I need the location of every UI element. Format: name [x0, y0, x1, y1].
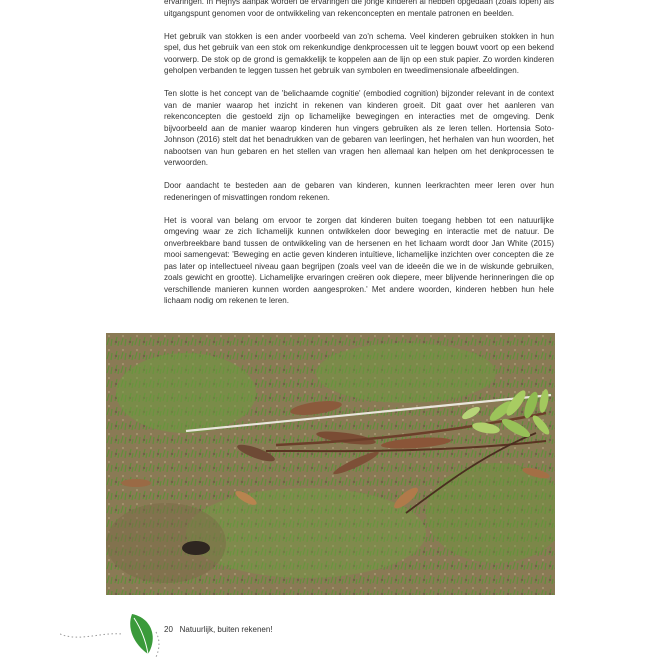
page-number: 20	[164, 625, 173, 634]
paragraph-2: Het gebruik van stokken is een ander voorbeeld van zo'n schema. Veel kinderen gebruiken stokken in hun spel, dus het gebruik van een stok om rekenkundige denkprocessen uit te leggen bouwt voort op een bekend voorwerp. De stok op de grond is gemakkelijk te koppelen aan de lijn op een stuk papier. Zo worden kinderen geholpen verbanden te leggen tussen het gebruik van symbolen en tweedimensionale afbeeldingen.	[164, 31, 554, 75]
body-text	[164, 0, 554, 318]
paragraph-4: Door aandacht te besteden aan de gebaren van kinderen, kunnen leerkrachten meer leren over hun redeneringen of misvattingen rondom rekenen.	[164, 181, 554, 202]
paragraph-3: Ten slotte is het concept van de 'belichaamde cognitie' (embodied cognition) bijzonder relevant in de context van de manier waarop het inzicht in rekenen van kinderen groeit. Dit gaat over het aanleren van rekenconcepten die gestoeld zijn op lichamelijke bewegingen en interacties met de omgeving. Denk bijvoorbeeld aan de manier waarop kinderen hun vingers gebruiken als ze leren tellen. Hortensia Soto-Johnson (2016) stelt dat het benadrukken van de gebaren van leerlingen, het herhalen van hun woorden, het nabootsen van hun gebaren en het stellen van vragen hen allemaal kan helpen om het denkprocessen te verwoorden.	[164, 89, 554, 167]
leaf-decoration-icon	[60, 612, 170, 662]
footer-label	[164, 625, 273, 634]
paragraph-1: ervaringen. In Hejnýs aanpak worden de ervaringen die jonge kinderen al hebben opgedaan (zoals lopen) als uitgangspunt genomen voor de ontwikkeling van rekenconcepten en mentale patronen en beelden.	[164, 0, 554, 18]
paragraph-5: Het is vooral van belang om ervoor te zorgen dat kinderen buiten toegang hebben tot een natuurlijke omgeving waar ze zich lichamelijk kunnen ontwikkelen door beweging en interactie met de natuur. De onverbreekbare band tussen de ontwikkeling van de hersenen en het lichaam wordt door Jan White (2015) mooi samengevat: 'Beweging en actie geven kinderen intuïtieve, lichamelijke inzichten over concepten die ze pas later op intellectueel niveau gaan begrijpen (zoals veel van de ideeën die we in de wiskunde gebruiken, zoals gewicht en grootte). Lichamelijke ervaringen creëren ook diepere, meer blijvende herinneringen die op verschillende manieren kunnen worden aangesproken.' Met andere woorden, kinderen hebben hun hele lichaam nodig om rekenen te leren.	[164, 215, 554, 305]
page-footer	[0, 600, 660, 660]
book-title: Natuurlijk, buiten rekenen!	[179, 625, 273, 634]
photo-stick-on-ground	[106, 333, 555, 595]
